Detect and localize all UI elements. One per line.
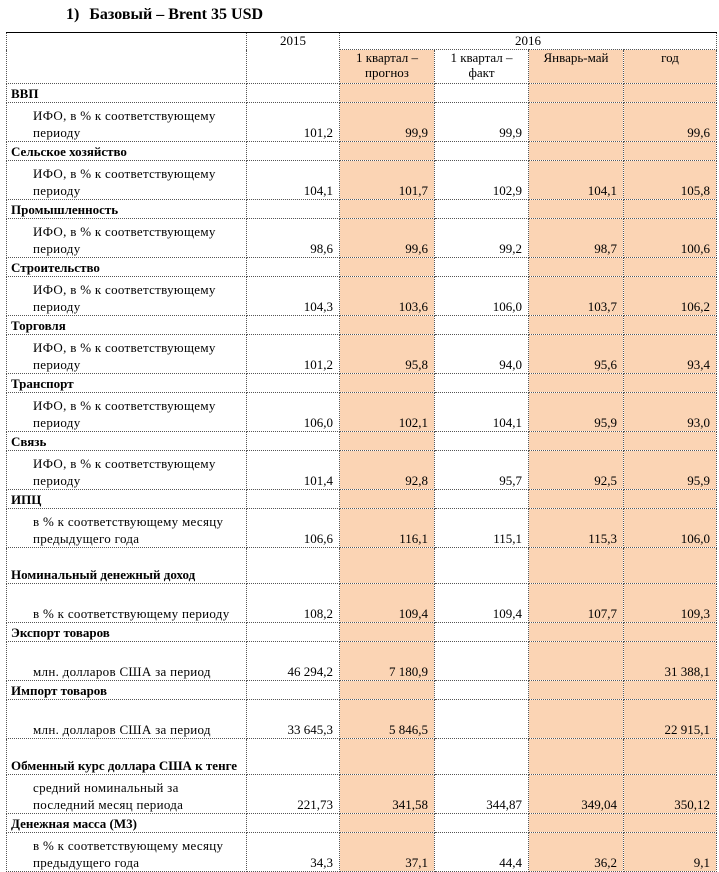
table-row [7,393,717,432]
value-q1-forecast: 341,58 [340,775,435,814]
value-jan-may: 107,7 [529,584,624,623]
category-label: Строительство [7,258,247,277]
value-q1-fact: 109,4 [435,584,529,623]
category-empty-cell [340,200,435,219]
category-empty-cell [624,623,717,642]
value-q1-forecast: 5 846,5 [340,700,435,739]
category-label: Экспорт товаров [7,623,247,642]
indicator-label: ИФО, в % к соответствующему периоду [7,393,247,432]
table-row [7,161,717,200]
value-jan-may: 104,1 [529,161,624,200]
value-q1-forecast: 102,1 [340,393,435,432]
category-empty-cell [624,84,717,103]
value-jan-may: 349,04 [529,775,624,814]
value-q1-forecast: 99,6 [340,219,435,258]
value-q1-fact: 95,7 [435,451,529,490]
category-empty-cell [247,739,340,775]
value-q1-forecast: 109,4 [340,584,435,623]
category-empty-cell [340,432,435,451]
value-q1-fact: 104,1 [435,393,529,432]
table-row [7,584,717,623]
value-jan-may: 98,7 [529,219,624,258]
value-year: 22 915,1 [624,700,717,739]
category-empty-cell [247,623,340,642]
value-jan-may: 36,2 [529,833,624,872]
category-row [7,548,717,584]
table-row [7,700,717,739]
value-q1-fact: 44,4 [435,833,529,872]
header-year: год [624,50,717,84]
category-empty-cell [529,814,624,833]
category-label: Импорт товаров [7,681,247,700]
category-label: Промышленность [7,200,247,219]
category-row [7,623,717,642]
value-q1-fact: 94,0 [435,335,529,374]
category-empty-cell [435,548,529,584]
value-2015: 33 645,3 [247,700,340,739]
indicator-label: ИФО, в % к соответствующему периоду [7,161,247,200]
category-row [7,200,717,219]
category-row [7,84,717,103]
category-empty-cell [247,316,340,335]
value-2015: 46 294,2 [247,642,340,681]
category-empty-cell [529,200,624,219]
value-year: 93,4 [624,335,717,374]
value-2015: 106,0 [247,393,340,432]
value-jan-may [529,642,624,681]
category-empty-cell [529,548,624,584]
category-empty-cell [340,316,435,335]
category-empty-cell [435,814,529,833]
value-q1-fact: 344,87 [435,775,529,814]
category-empty-cell [529,432,624,451]
category-empty-cell [624,432,717,451]
value-year: 106,2 [624,277,717,316]
value-jan-may [529,700,624,739]
value-q1-fact: 115,1 [435,509,529,548]
value-2015: 101,2 [247,103,340,142]
table-row [7,335,717,374]
category-empty-cell [340,814,435,833]
category-label: Транспорт [7,374,247,393]
category-label: ИПЦ [7,490,247,509]
value-year: 105,8 [624,161,717,200]
value-q1-fact: 102,9 [435,161,529,200]
category-empty-cell [529,142,624,161]
title-text: Базовый – Brent 35 USD [89,6,264,23]
category-empty-cell [435,84,529,103]
indicator-label: средний номинальный за последний месяц периода [7,775,247,814]
category-empty-cell [529,739,624,775]
category-empty-cell [340,258,435,277]
table-row [7,775,717,814]
table-body [7,84,717,872]
category-row [7,142,717,161]
value-q1-forecast: 7 180,9 [340,642,435,681]
indicator-label: ИФО, в % к соответствующему периоду [7,335,247,374]
table-row [7,451,717,490]
value-q1-forecast: 101,7 [340,161,435,200]
category-empty-cell [340,490,435,509]
value-year: 95,9 [624,451,717,490]
category-empty-cell [435,681,529,700]
category-empty-cell [435,316,529,335]
category-label: Сельское хозяйство [7,142,247,161]
value-q1-fact: 99,2 [435,219,529,258]
category-empty-cell [529,374,624,393]
category-row [7,681,717,700]
category-empty-cell [340,374,435,393]
value-q1-forecast: 37,1 [340,833,435,872]
category-empty-cell [340,548,435,584]
category-empty-cell [247,490,340,509]
value-2015: 101,4 [247,451,340,490]
category-empty-cell [247,374,340,393]
value-year: 93,0 [624,393,717,432]
value-jan-may: 95,6 [529,335,624,374]
value-q1-fact [435,700,529,739]
category-empty-cell [624,142,717,161]
table-row [7,219,717,258]
header-q1-forecast: 1 квартал – прогноз [340,50,435,84]
value-year: 109,3 [624,584,717,623]
category-label: Обменный курс доллара США к тенге [7,739,247,775]
category-empty-cell [624,548,717,584]
value-2015: 34,3 [247,833,340,872]
category-empty-cell [624,814,717,833]
header-empty-cell [7,33,247,84]
value-q1-fact: 99,9 [435,103,529,142]
header-year-2016: 2016 [340,33,717,50]
category-empty-cell [624,316,717,335]
forecast-table [6,32,717,872]
value-2015: 104,1 [247,161,340,200]
table-row [7,103,717,142]
value-q1-forecast: 95,8 [340,335,435,374]
indicator-label: ИФО, в % к соответствующему периоду [7,219,247,258]
category-row [7,258,717,277]
value-q1-forecast: 92,8 [340,451,435,490]
table-row [7,509,717,548]
indicator-label: в % к соответствующему месяцу предыдущего года [7,509,247,548]
category-empty-cell [435,258,529,277]
category-empty-cell [340,739,435,775]
category-empty-cell [247,548,340,584]
indicator-label: в % к соответствующему периоду [7,584,247,623]
category-empty-cell [435,623,529,642]
value-jan-may [529,103,624,142]
category-row [7,814,717,833]
category-empty-cell [247,814,340,833]
category-label: ВВП [7,84,247,103]
value-year: 106,0 [624,509,717,548]
header-jan-may: Январь-май [529,50,624,84]
value-year: 100,6 [624,219,717,258]
indicator-label: ИФО, в % к соответствующему периоду [7,451,247,490]
category-row [7,432,717,451]
title-number: 1) [66,6,80,23]
value-q1-forecast: 103,6 [340,277,435,316]
value-year: 350,12 [624,775,717,814]
category-empty-cell [340,84,435,103]
category-empty-cell [435,374,529,393]
category-empty-cell [624,739,717,775]
value-jan-may: 92,5 [529,451,624,490]
category-empty-cell [435,739,529,775]
value-2015: 221,73 [247,775,340,814]
value-2015: 104,3 [247,277,340,316]
category-empty-cell [624,681,717,700]
category-empty-cell [247,258,340,277]
category-label: Денежная масса (М3) [7,814,247,833]
table-row [7,642,717,681]
category-label: Номинальный денежный доход [7,548,247,584]
category-empty-cell [435,142,529,161]
table-row [7,277,717,316]
indicator-label: ИФО, в % к соответствующему периоду [7,103,247,142]
category-empty-cell [529,681,624,700]
category-empty-cell [435,200,529,219]
category-empty-cell [529,84,624,103]
value-year: 99,6 [624,103,717,142]
category-label: Связь [7,432,247,451]
page-title [66,6,263,24]
value-jan-may: 95,9 [529,393,624,432]
category-empty-cell [247,681,340,700]
category-empty-cell [624,258,717,277]
category-empty-cell [435,432,529,451]
indicator-label: млн. долларов США за период [7,700,247,739]
value-2015: 108,2 [247,584,340,623]
category-empty-cell [529,490,624,509]
category-label: Торговля [7,316,247,335]
category-empty-cell [247,432,340,451]
value-year: 31 388,1 [624,642,717,681]
category-empty-cell [624,490,717,509]
indicator-label: млн. долларов США за период [7,642,247,681]
category-empty-cell [340,623,435,642]
category-row [7,316,717,335]
category-empty-cell [340,681,435,700]
category-empty-cell [340,142,435,161]
header-year-2015: 2015 [247,33,340,84]
indicator-label: в % к соответствующему месяцу предыдущего года [7,833,247,872]
category-empty-cell [247,142,340,161]
category-empty-cell [624,200,717,219]
category-row [7,739,717,775]
value-2015: 98,6 [247,219,340,258]
table-row [7,833,717,872]
category-empty-cell [435,490,529,509]
indicator-label: ИФО, в % к соответствующему периоду [7,277,247,316]
value-jan-may: 103,7 [529,277,624,316]
category-empty-cell [529,623,624,642]
category-empty-cell [624,374,717,393]
value-q1-forecast: 99,9 [340,103,435,142]
value-q1-fact: 106,0 [435,277,529,316]
value-2015: 101,2 [247,335,340,374]
category-empty-cell [529,316,624,335]
category-row [7,374,717,393]
category-row [7,490,717,509]
value-jan-may: 115,3 [529,509,624,548]
category-empty-cell [529,258,624,277]
category-empty-cell [247,200,340,219]
value-q1-fact [435,642,529,681]
value-2015: 106,6 [247,509,340,548]
header-q1-fact: 1 квартал – факт [435,50,529,84]
category-empty-cell [247,84,340,103]
value-q1-forecast: 116,1 [340,509,435,548]
value-year: 9,1 [624,833,717,872]
